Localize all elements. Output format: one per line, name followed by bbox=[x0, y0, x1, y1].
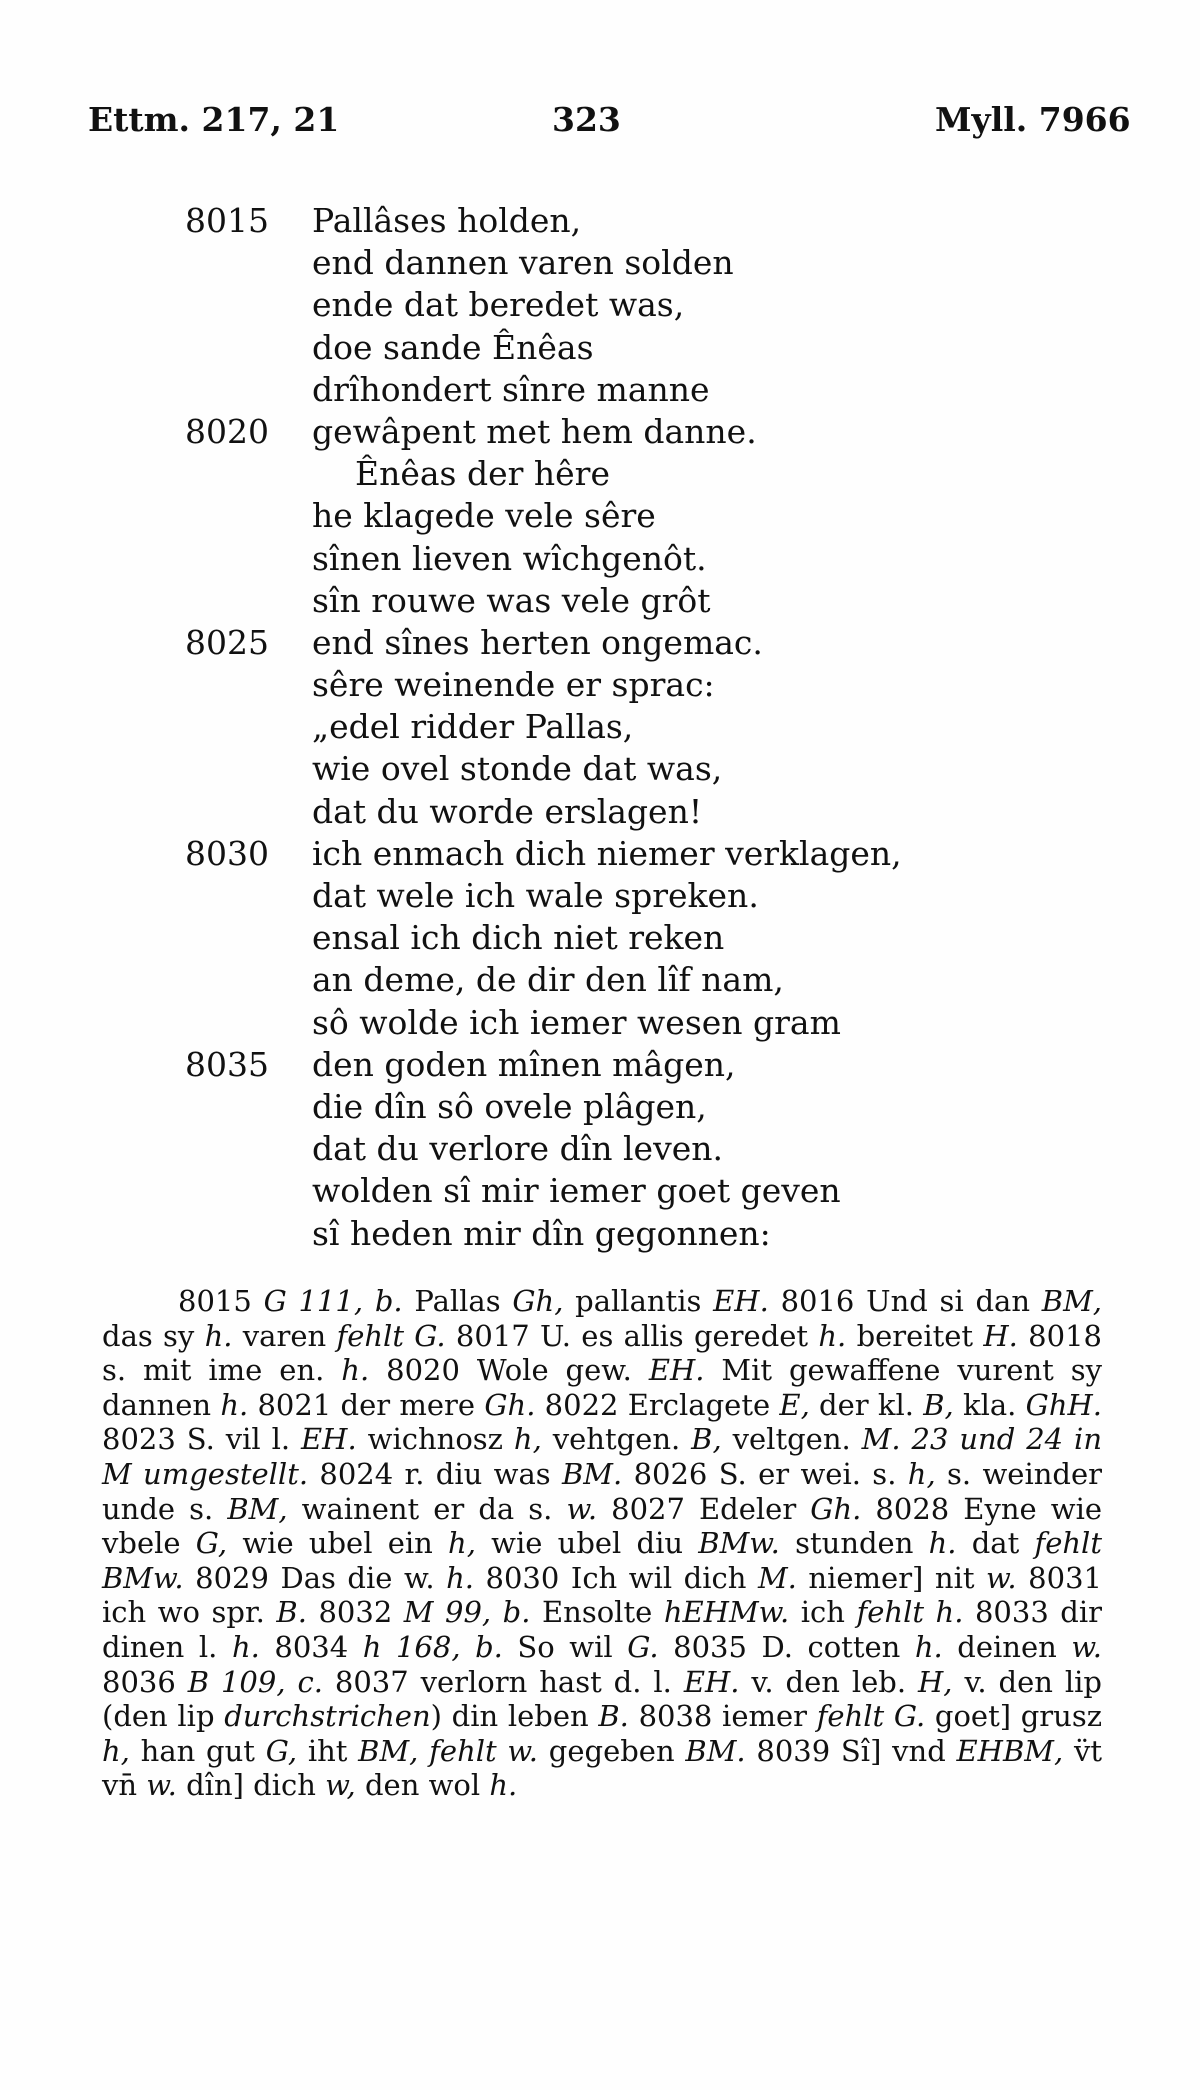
apparatus-siglum: Gh, bbox=[512, 1284, 564, 1318]
apparatus-text: 8017 U. es allis geredet bbox=[445, 1318, 819, 1353]
apparatus-siglum: EHBM, bbox=[956, 1733, 1064, 1768]
verse-line bbox=[0, 1002, 1200, 1044]
verse-line-text: gewâpent met hem danne. bbox=[312, 411, 757, 451]
apparatus-text: 8030 Ich wil dich bbox=[474, 1560, 758, 1595]
apparatus-siglum: h. bbox=[928, 1526, 957, 1561]
apparatus-siglum: H, bbox=[918, 1664, 953, 1699]
apparatus-text: 8015 bbox=[178, 1284, 264, 1318]
apparatus-siglum: fehlt BMw. bbox=[102, 1526, 1102, 1595]
verse-line bbox=[0, 284, 1200, 326]
apparatus-siglum: w, bbox=[325, 1768, 356, 1803]
apparatus-text bbox=[363, 1284, 375, 1318]
verse-line-text: ensal ich dich niet reken bbox=[312, 918, 725, 958]
apparatus-text: wainent er da s. bbox=[287, 1491, 567, 1526]
apparatus-text: s. weinder unde s. bbox=[102, 1456, 1102, 1526]
apparatus-siglum: h 168, bbox=[362, 1629, 461, 1664]
apparatus-text: bereitet bbox=[846, 1318, 984, 1353]
verse-line bbox=[0, 1213, 1200, 1255]
verse-line-text: dat du worde erslagen! bbox=[312, 791, 703, 831]
apparatus-siglum: BM. bbox=[685, 1733, 746, 1768]
apparatus-siglum: BMw. bbox=[698, 1526, 780, 1561]
apparatus-siglum: B, bbox=[691, 1422, 722, 1457]
apparatus-siglum: G 111, bbox=[263, 1284, 364, 1318]
verse-line-text: sînen lieven wîchgenôt. bbox=[312, 538, 707, 578]
apparatus-siglum: fehlt w. bbox=[429, 1733, 539, 1768]
apparatus-siglum: w. bbox=[986, 1560, 1017, 1595]
verse-line-text: „edel ridder Pallas, bbox=[312, 707, 634, 747]
apparatus-siglum: h, bbox=[907, 1456, 936, 1491]
verse-line-text: wolden sî mir iemer goet geven bbox=[312, 1171, 841, 1211]
verse-line-text: ich enmach dich niemer verklagen, bbox=[312, 833, 902, 873]
apparatus-text: wichnosz bbox=[356, 1422, 514, 1457]
apparatus-siglum: Gh. bbox=[810, 1491, 862, 1526]
apparatus-text: der kl. bbox=[809, 1387, 924, 1422]
apparatus-text: veltgen. bbox=[721, 1422, 862, 1457]
apparatus-text: varen bbox=[232, 1318, 337, 1353]
apparatus-text bbox=[286, 1665, 298, 1699]
verse-line-text: die dîn sô ovele plâgen, bbox=[312, 1086, 707, 1126]
apparatus-siglum: fehlt G. bbox=[336, 1318, 446, 1353]
apparatus-siglum: B, bbox=[923, 1387, 954, 1422]
verse-line-text: doe sande Ênêas bbox=[312, 327, 594, 367]
header-edition-reference: Myll. 7966 bbox=[935, 100, 1131, 139]
apparatus-siglum: BM, bbox=[227, 1491, 288, 1526]
verse-line bbox=[0, 1044, 1200, 1086]
apparatus-siglum: h. bbox=[914, 1629, 943, 1664]
apparatus-text: 8039 Sî] vnd bbox=[745, 1733, 957, 1768]
verse-line bbox=[0, 1170, 1200, 1212]
apparatus-siglum: BM. bbox=[562, 1456, 623, 1491]
verse-line-text: end sînes herten ongemac. bbox=[312, 622, 763, 662]
apparatus-siglum: 23 und 24 in M umgestellt. bbox=[102, 1422, 1103, 1491]
apparatus-text: 8023 S. vil l. bbox=[102, 1422, 302, 1457]
verse-line-text: dat wele ich wale spreken. bbox=[312, 876, 759, 915]
apparatus-text: han gut bbox=[129, 1733, 266, 1768]
apparatus-siglum: b. bbox=[374, 1284, 403, 1318]
apparatus-siglum: h. bbox=[489, 1768, 518, 1803]
apparatus-text: kla. bbox=[953, 1387, 1026, 1422]
verse-line bbox=[0, 369, 1200, 411]
apparatus-text: 8037 verlorn hast d. l. bbox=[322, 1664, 684, 1699]
apparatus-siglum: h, bbox=[513, 1422, 542, 1457]
verse-line-text: sî heden mir dîn gegonnen: bbox=[312, 1213, 771, 1253]
apparatus-text: 8024 r. diu was bbox=[308, 1456, 562, 1491]
apparatus-siglum: c. bbox=[297, 1664, 323, 1699]
apparatus-siglum: h. bbox=[341, 1353, 370, 1388]
apparatus-text: iht bbox=[297, 1733, 359, 1768]
apparatus-siglum: E, bbox=[779, 1387, 810, 1422]
verse-line-number: 8020 bbox=[185, 411, 269, 451]
verse-line bbox=[0, 495, 1200, 537]
apparatus-siglum: B. bbox=[276, 1595, 307, 1630]
verse-line bbox=[0, 411, 1200, 453]
apparatus-siglum: h. bbox=[220, 1387, 249, 1422]
verse-line bbox=[0, 453, 1200, 495]
apparatus-text: gegeben bbox=[538, 1733, 686, 1768]
verse-line bbox=[0, 917, 1200, 959]
apparatus-text: ) din leben bbox=[430, 1699, 599, 1734]
apparatus-siglum: B. bbox=[598, 1699, 629, 1734]
apparatus-text: v̈t vn̄ bbox=[102, 1733, 1102, 1803]
apparatus-siglum: EH. bbox=[301, 1422, 357, 1457]
verse-line bbox=[0, 327, 1200, 369]
apparatus-siglum: h. bbox=[818, 1318, 847, 1353]
verse-line bbox=[0, 664, 1200, 706]
apparatus-siglum: h. bbox=[446, 1560, 474, 1595]
apparatus-text: 8016 Und si dan bbox=[768, 1284, 1042, 1318]
apparatus-siglum: G, bbox=[195, 1526, 228, 1561]
verse-line-text: Pallâses holden, bbox=[312, 201, 582, 240]
verse-line bbox=[0, 200, 1200, 242]
apparatus-siglum: H. bbox=[983, 1318, 1018, 1353]
apparatus-siglum: M. bbox=[757, 1560, 797, 1595]
apparatus-text: v. den leb. bbox=[739, 1664, 919, 1699]
apparatus-text: deinen bbox=[942, 1629, 1072, 1664]
apparatus-text: goet] grusz bbox=[925, 1699, 1102, 1734]
apparatus-text: 8022 Erclagete bbox=[535, 1387, 780, 1422]
apparatus-siglum: h. bbox=[231, 1629, 260, 1664]
apparatus-text: 8034 bbox=[259, 1629, 363, 1664]
apparatus-text: wie ubel ein bbox=[227, 1526, 449, 1561]
apparatus-siglum: h, bbox=[448, 1526, 476, 1561]
verse-line bbox=[0, 580, 1200, 622]
verse-line-text: drîhondert sînre manne bbox=[312, 369, 710, 409]
apparatus-siglum: fehlt G. bbox=[816, 1699, 926, 1734]
verse-line-number: 8030 bbox=[185, 833, 269, 873]
apparatus-siglum: w. bbox=[146, 1768, 177, 1803]
verse-line-text: ende dat beredet was, bbox=[312, 285, 685, 325]
apparatus-siglum: M. bbox=[861, 1422, 901, 1457]
apparatus-text: den wol bbox=[355, 1768, 490, 1803]
verse-line bbox=[0, 622, 1200, 664]
apparatus-text: 8033 dir dinen l. bbox=[102, 1595, 1102, 1664]
apparatus-text: 8036 bbox=[102, 1664, 188, 1699]
header-source-reference: Ettm. 217, 21 bbox=[88, 100, 340, 139]
apparatus-text: 8021 der mere bbox=[248, 1387, 485, 1422]
verse-line bbox=[0, 242, 1200, 284]
verse-line bbox=[0, 1086, 1200, 1128]
apparatus-siglum: EH. bbox=[683, 1664, 740, 1699]
apparatus-text: das sy bbox=[102, 1318, 205, 1353]
apparatus-text: 8020 Wole gew. bbox=[369, 1353, 649, 1388]
apparatus-siglum: w. bbox=[566, 1491, 598, 1526]
apparatus-siglum: G, bbox=[265, 1733, 298, 1768]
apparatus-siglum: w. bbox=[1071, 1629, 1102, 1664]
verse-line-text: an deme, de dir den lîf nam, bbox=[312, 960, 784, 1000]
apparatus-text: vehtgen. bbox=[541, 1422, 692, 1457]
apparatus-siglum: durchstrichen bbox=[224, 1699, 431, 1734]
apparatus-siglum: BM, bbox=[1041, 1284, 1102, 1318]
verse-line-text: dat du verlore dîn leven. bbox=[312, 1129, 724, 1169]
verse-line-number: 8025 bbox=[185, 622, 269, 662]
apparatus-siglum: G. bbox=[627, 1629, 659, 1664]
apparatus-text: 8031 ich wo spr. bbox=[102, 1560, 1102, 1630]
apparatus-siglum: Gh. bbox=[484, 1387, 536, 1422]
apparatus-text: So wil bbox=[502, 1629, 628, 1664]
apparatus-text: 8032 bbox=[306, 1595, 404, 1630]
verse-line bbox=[0, 959, 1200, 1001]
page-number: 323 bbox=[552, 100, 621, 139]
apparatus-siglum: EH. bbox=[713, 1284, 769, 1318]
verse-line bbox=[0, 748, 1200, 790]
apparatus-text: pallantis bbox=[563, 1284, 714, 1318]
apparatus-text bbox=[418, 1734, 429, 1768]
apparatus-siglum: EH. bbox=[648, 1353, 705, 1388]
apparatus-text: 8027 Edeler bbox=[597, 1491, 811, 1526]
apparatus-text bbox=[461, 1630, 476, 1664]
critical-apparatus bbox=[102, 1284, 1102, 1803]
apparatus-text: Mit gewaffene vurent sy dannen bbox=[102, 1353, 1102, 1422]
verse-line-text: wie ovel stonde dat was, bbox=[312, 749, 723, 789]
apparatus-text: 8028 Eyne wie vbele bbox=[102, 1491, 1103, 1561]
apparatus-siglum: h, bbox=[102, 1733, 130, 1768]
apparatus-text: v. den lip (den lip bbox=[102, 1664, 1102, 1734]
verse-line bbox=[0, 791, 1200, 833]
verse-line bbox=[0, 1128, 1200, 1170]
verse-line bbox=[0, 875, 1200, 917]
verse-line bbox=[0, 706, 1200, 748]
apparatus-siglum: GhH. bbox=[1025, 1387, 1103, 1422]
verse-line-text: Ênêas der hêre bbox=[355, 454, 610, 494]
apparatus-siglum: hEHMw. bbox=[663, 1595, 790, 1630]
apparatus-text: niemer] nit bbox=[796, 1560, 987, 1595]
apparatus-siglum: h. bbox=[204, 1318, 233, 1353]
page-header bbox=[0, 100, 1200, 150]
verse-line-number: 8015 bbox=[185, 201, 269, 240]
apparatus-text bbox=[491, 1595, 503, 1629]
verse-line-text: sîn rouwe was vele grôt bbox=[312, 580, 711, 620]
verse-line bbox=[0, 833, 1200, 875]
verse-line-number: 8035 bbox=[185, 1044, 269, 1084]
apparatus-text bbox=[901, 1422, 912, 1456]
verse-line-text: den goden mînen mâgen, bbox=[312, 1044, 736, 1084]
apparatus-siglum: b. bbox=[502, 1595, 531, 1630]
apparatus-paragraph bbox=[102, 1284, 1102, 1803]
apparatus-text: ich bbox=[789, 1595, 857, 1630]
apparatus-text: stunden bbox=[779, 1526, 929, 1561]
apparatus-siglum: M 99, bbox=[403, 1595, 492, 1630]
apparatus-text: wie ubel diu bbox=[475, 1526, 699, 1561]
apparatus-text: dat bbox=[956, 1526, 1035, 1561]
apparatus-siglum: b. bbox=[475, 1629, 503, 1664]
apparatus-text: 8038 iemer bbox=[628, 1699, 817, 1734]
apparatus-text: 8026 S. er wei. s. bbox=[622, 1456, 908, 1491]
verse-block bbox=[0, 200, 1200, 1255]
verse-line-text: sô wolde ich iemer wesen gram bbox=[312, 1002, 841, 1042]
apparatus-siglum: BM, bbox=[358, 1733, 419, 1768]
apparatus-text: 8029 Das die w. bbox=[183, 1560, 447, 1595]
verse-line-text: sêre weinende er sprac: bbox=[312, 665, 715, 705]
verse-line bbox=[0, 538, 1200, 580]
apparatus-siglum: fehlt h. bbox=[856, 1595, 964, 1630]
apparatus-text: Pallas bbox=[402, 1284, 513, 1318]
verse-line-text: end dannen varen solden bbox=[312, 243, 734, 283]
apparatus-text: 8035 D. cotten bbox=[658, 1629, 915, 1664]
verse-line-text: he klagede vele sêre bbox=[312, 496, 656, 536]
apparatus-text: dîn] dich bbox=[176, 1768, 326, 1803]
apparatus-text: 8018 s. mit ime en. bbox=[102, 1318, 1102, 1388]
apparatus-siglum: B 109, bbox=[187, 1664, 286, 1699]
apparatus-text: Ensolte bbox=[530, 1595, 664, 1630]
